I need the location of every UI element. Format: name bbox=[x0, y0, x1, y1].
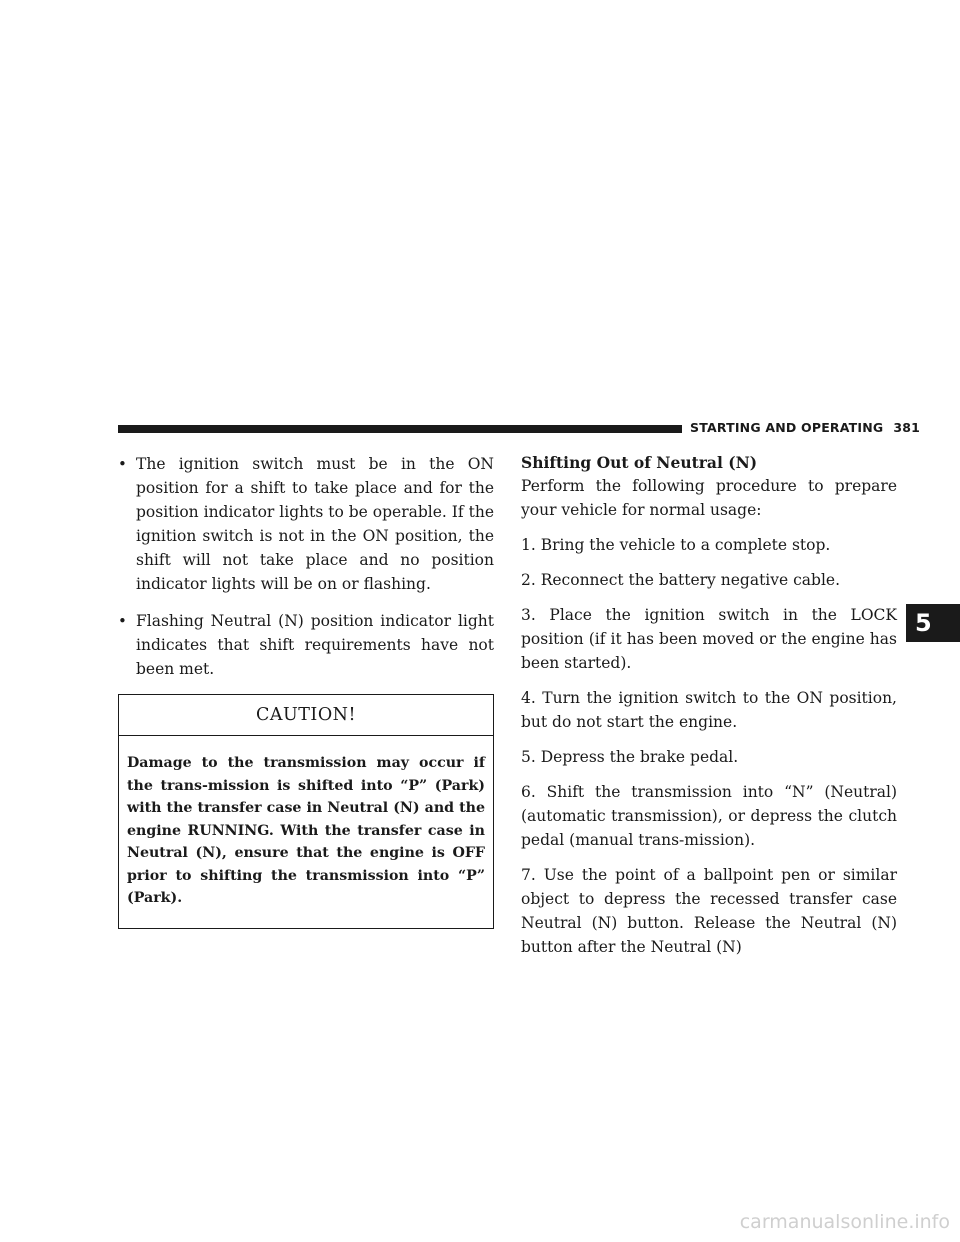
step-paragraph: 1. Bring the vehicle to a complete stop. bbox=[521, 536, 831, 554]
step-paragraph: 3. Place the ignition switch in the LOCK position (if it has been moved or the engine has been started). bbox=[521, 606, 897, 672]
page-number: 381 bbox=[893, 420, 921, 435]
running-header bbox=[690, 420, 920, 435]
step-paragraph: 2. Reconnect the battery negative cable. bbox=[521, 571, 841, 589]
watermark: carmanualsonline.info bbox=[739, 1211, 950, 1233]
bullet-text: The ignition switch must be in the ON position for a shift to take place and for the position indicator lights to be operable. If the ignition switch is not in the ON position, the shift will not take place and no position indicator lights will be on or flashing. bbox=[136, 455, 494, 593]
caution-box bbox=[118, 694, 494, 929]
left-column bbox=[118, 452, 494, 929]
bullet-item bbox=[118, 609, 494, 681]
chapter-tab: 5 bbox=[906, 604, 960, 642]
section-heading: Shifting Out of Neutral (N) bbox=[521, 453, 758, 472]
intro-paragraph: Perform the following procedure to prepare your vehicle for normal usage: bbox=[521, 477, 897, 519]
right-column bbox=[521, 452, 897, 970]
caution-title: CAUTION! bbox=[119, 695, 493, 736]
step-paragraph: 7. Use the point of a ballpoint pen or similar object to depress the recessed transfer case Neutral (N) button. Release the Neutral (N) button after the Neutral (N) bbox=[521, 866, 897, 956]
bullet-item bbox=[118, 452, 494, 596]
header-rule bbox=[118, 425, 682, 433]
step-paragraph: 5. Depress the brake pedal. bbox=[521, 748, 739, 766]
caution-body: Damage to the transmission may occur if the trans-mission is shifted into “P” (Park) with the transfer case in Neutral (N) and the engine RUNNING. With the transfer case in Neutral (N), ensure that the engine is OFF prior to shifting the transmission into “P” (Park). bbox=[127, 755, 485, 906]
bullet-glyph: • bbox=[118, 455, 127, 473]
bullet-text: Flashing Neutral (N) position indicator light indicates that shift requirements have not been met. bbox=[136, 612, 494, 678]
step-paragraph: 6. Shift the transmission into “N” (Neutral) (automatic transmission), or depress the clutch pedal (manual trans-mission). bbox=[521, 783, 897, 849]
step-paragraph: 4. Turn the ignition switch to the ON position, but do not start the engine. bbox=[521, 689, 897, 731]
bullet-glyph: • bbox=[118, 612, 127, 630]
section-name: STARTING AND OPERATING bbox=[690, 420, 884, 435]
